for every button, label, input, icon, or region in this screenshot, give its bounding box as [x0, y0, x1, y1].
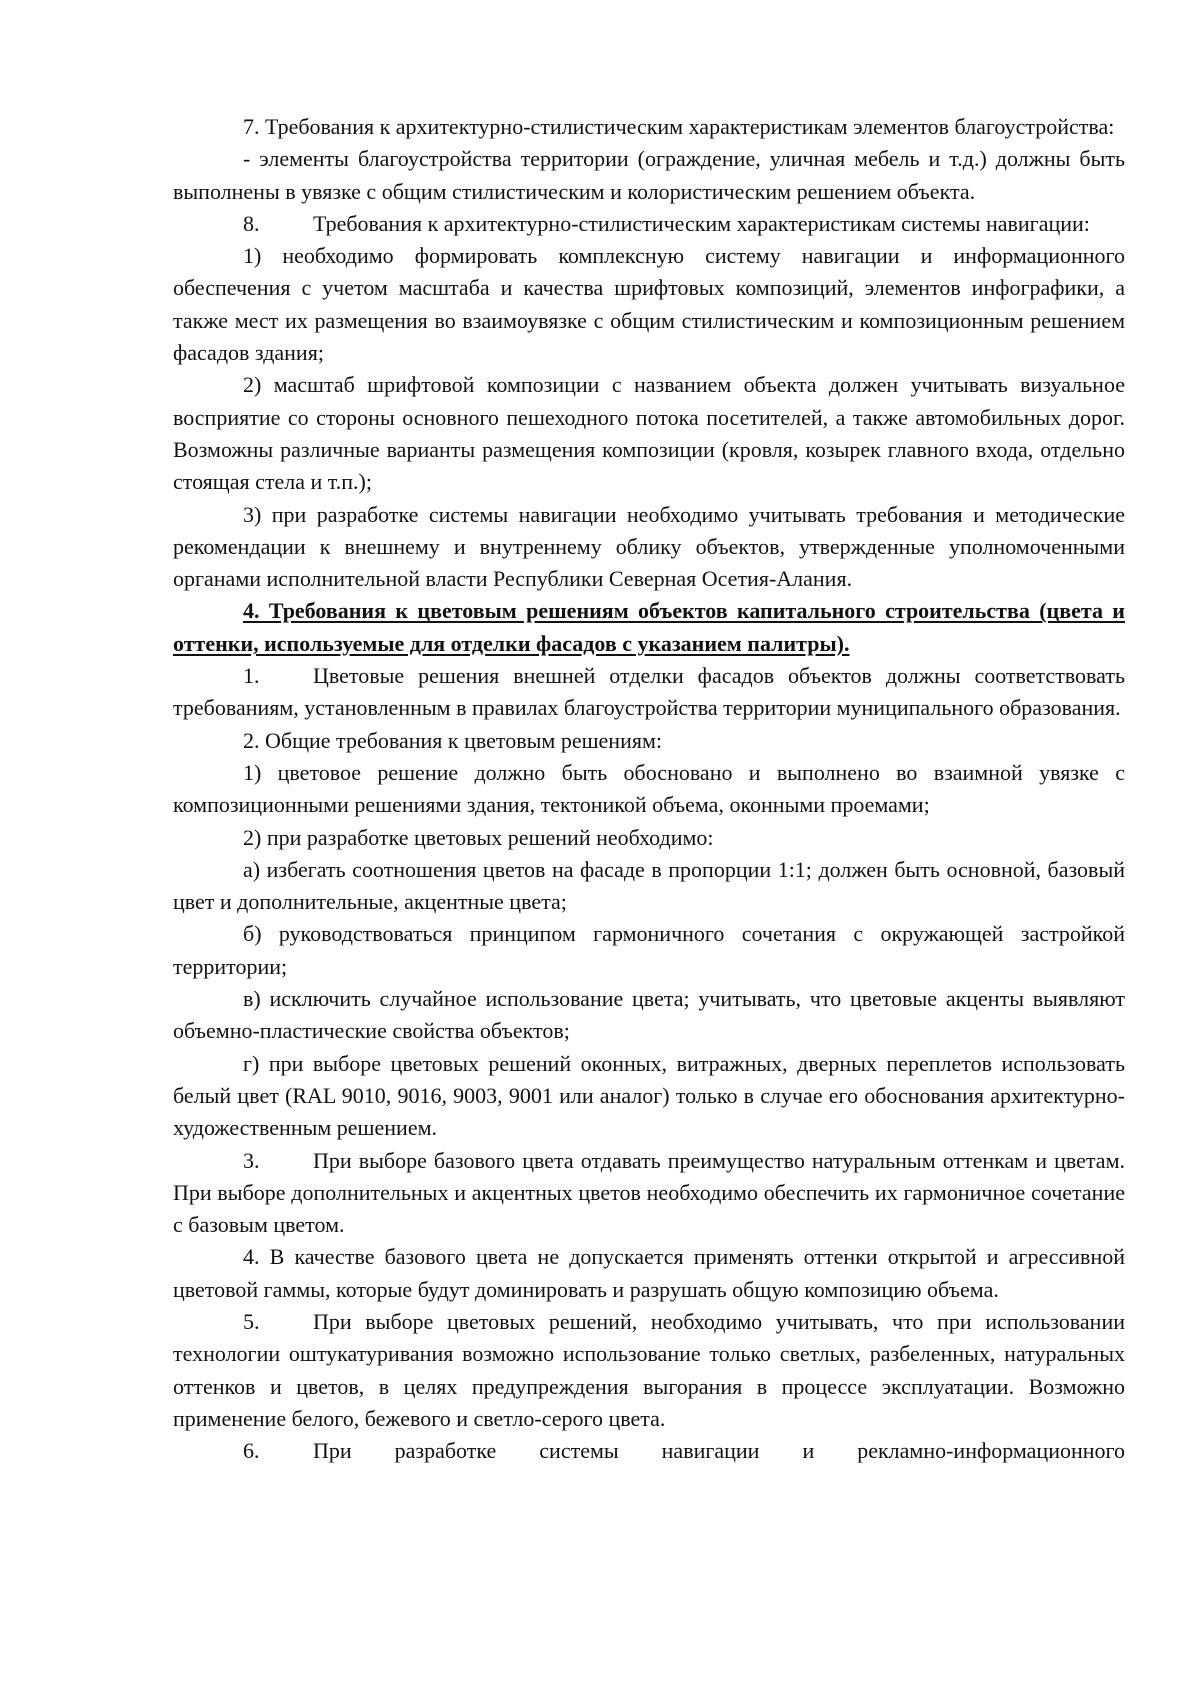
paragraph-color-2: 2. Общие требования к цветовым решениям:: [243, 727, 662, 753]
paragraph-number: 3.: [243, 1147, 260, 1173]
paragraph-improvement-elements-item: - элементы благоустройства территории (ограждение, уличная мебель и т.д.) должны быть выполнены в увязке с общим стилистическим и колористическим решением объекта.: [173, 146, 1125, 204]
paragraph-color-1: [173, 660, 1125, 725]
paragraph-text: При выборе цветовых решений, необходимо учитывать, что при использовании технологии оштукатуривания возможно использование только светлых, разбеленных, натуральных оттенков и цветов, в целях предупреждения выгорания в процессе эксплуатации. Возможно применение белого, бежевого и светло-серого цвета.: [173, 1308, 1125, 1431]
paragraph-color-subitem-b: б) руководствоваться принципом гармоничного сочетания с окружающей застройкой территории;: [173, 921, 1125, 979]
paragraph-color-subitem-g: г) при выборе цветовых решений оконных, витражных, дверных переплетов использовать белый цвет (RAL 9010, 9016, 9003, 9001 или аналог) только в случае его обоснования архитектурно-художественным решением.: [173, 1050, 1125, 1141]
section-heading-4: 4. Требования к цветовым решениям объектов капитального строительства (цвета и оттенки, используемые для отделки фасадов с указанием палитры).: [173, 598, 1125, 656]
paragraph-navigation-item-3: 3) при разработке системы навигации необходимо учитывать требования и методические рекомендации к внешнему и внутреннему облику объектов, утвержденные уполномоченными органами исполнительной власти Республики Северная Осетия-Алания.: [173, 501, 1125, 592]
paragraph-number: 1.: [243, 663, 260, 689]
paragraph-color-2-item-2: 2) при разработке цветовых решений необходимо:: [243, 824, 714, 850]
paragraph-color-5: [173, 1306, 1125, 1435]
paragraph-number: 8.: [243, 210, 260, 236]
paragraph-number: 5.: [243, 1308, 260, 1334]
paragraph-color-2-item-1: 1) цветовое решение должно быть обосновано и выполнено во взаимной увязке с композиционными решениями здания, тектоникой объема, оконными проемами;: [173, 759, 1125, 818]
paragraph-text: Требования к архитектурно-стилистическим характеристикам системы навигации:: [313, 210, 1090, 236]
paragraph-color-6: [173, 1435, 1125, 1467]
paragraph-7-improvement-elements: 7. Требования к архитектурно-стилистическим характеристикам элементов благоустройства:: [243, 114, 1115, 139]
paragraph-text: При выборе базового цвета отдавать преимущество натуральным оттенкам и цветам. При выборе дополнительных и акцентных цветов необходимо обеспечить их гармоничное сочетание с базовым цветом.: [173, 1147, 1125, 1238]
paragraph-color-subitem-a: а) избегать соотношения цветов на фасаде в пропорции 1:1; должен быть основной, базовый цвет и дополнительные, акцентные цвета;: [173, 856, 1125, 915]
paragraph-color-subitem-v: в) исключить случайное использование цвета; учитывать, что цветовые акценты выявляют объемно-пластические свойства объектов;: [173, 986, 1125, 1044]
document-page: [173, 111, 1125, 1467]
paragraph-navigation-item-1: 1) необходимо формировать комплексную систему навигации и информационного обеспечения с учетом масштаба и качества шрифтовых композиций, элементов инфографики, а также мест их размещения во взаимоувязке с общим стилистическим и композиционным решением фасадов здания;: [173, 243, 1125, 366]
paragraph-navigation-item-2: 2) масштаб шрифтовой композиции с названием объекта должен учитывать визуальное восприятие со стороны основного пешеходного потока посетителей, а также автомобильных дорог. Возможны различные варианты размещения композиции (кровля, козырек главного входа, отдельно стоящая стела и т.п.);: [173, 372, 1125, 495]
paragraph-8-navigation: [173, 208, 1125, 240]
paragraph-color-3: [173, 1145, 1125, 1242]
paragraph-text: Цветовые решения внешней отделки фасадов объектов должны соответствовать требованиям, установленным в правилах благоустройства территории муниципального образования.: [173, 663, 1125, 721]
paragraph-color-4: 4. В качестве базового цвета не допускается применять оттенки открытой и агрессивной цветовой гаммы, которые будут доминировать и разрушать общую композицию объема.: [173, 1244, 1125, 1302]
paragraph-number: 6.: [243, 1438, 260, 1464]
paragraph-text: При разработке системы навигации и рекламно-информационного: [313, 1438, 1125, 1464]
